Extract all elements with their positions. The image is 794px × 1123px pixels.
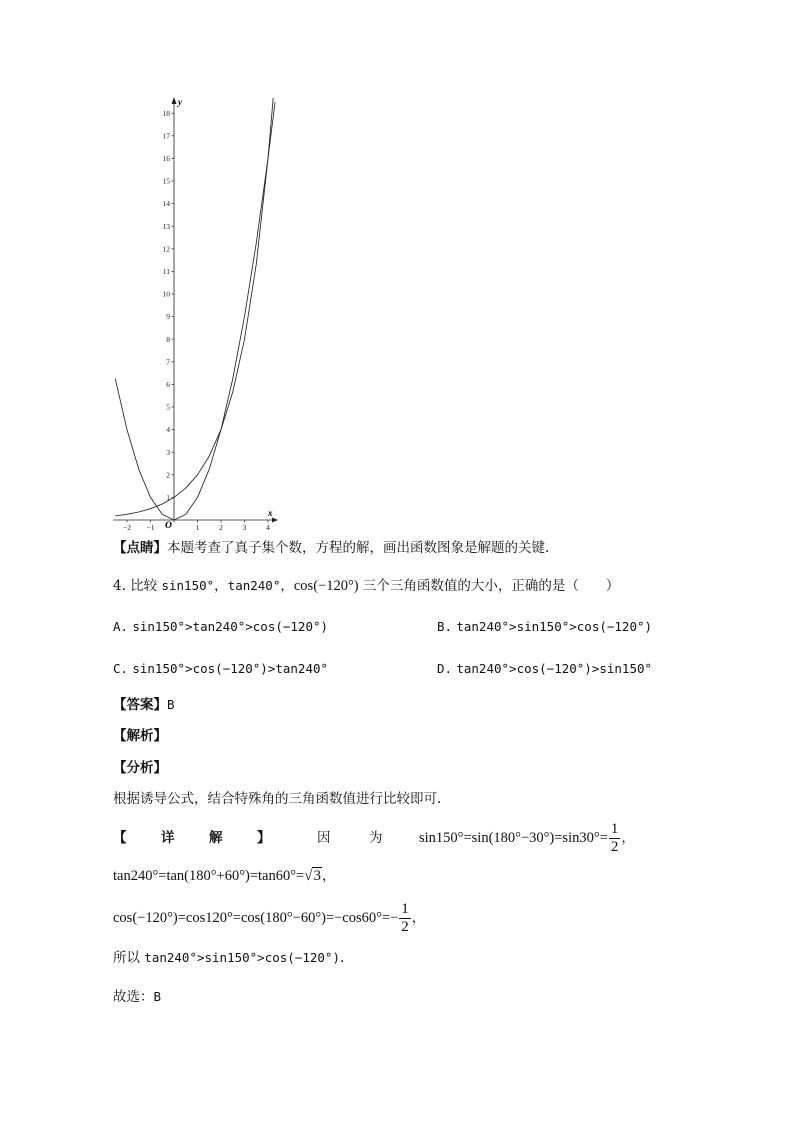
dianjing-text: 本题考查了真子集个数，方程的解，画出函数图象是解题的关键. [167,540,550,556]
option-b[interactable] [437,617,652,637]
y-tick-label: 4 [166,425,170,435]
detail-eq-3: cos(−120°)=cos120°=cos(180°−60°)=−cos60°=− [113,910,399,926]
jiexi-tag: 【解析】 [113,728,167,744]
y-tick-label: 16 [162,154,170,163]
question-expr-cos: cos(−120°) [293,578,359,594]
question-sep-2: ， [280,578,294,594]
dianjing-line [113,538,549,558]
question-sep-1: ， [214,578,228,594]
choose-line [113,987,161,1007]
y-axis-label: y [178,97,182,107]
choose-label: 故选： [113,989,154,1005]
answer-value: B [167,697,175,712]
option-a-letter: A. [113,619,129,634]
conclusion-end: . [339,950,345,966]
sqrt-radicand: 3 [313,868,321,884]
option-b-letter: B. [437,619,453,634]
x-axis-arrow [272,518,278,523]
detail-eq-1: sin150°=sin(180°−30°)=sin30°= [419,830,608,846]
sqrt-icon: √3 [304,868,321,884]
detail-tag-char-4: 】 [257,830,271,846]
answer-tag: 【答案】 [113,697,167,713]
curve-series-2 [115,102,275,520]
choose-value: B [153,989,162,1004]
answer-line [113,695,175,715]
detail-eq-1-end: ， [621,830,635,846]
option-d-text: tan240°>cos(−120°)>sin150° [456,661,653,676]
detail-line-2 [113,866,335,886]
question-4 [113,576,619,596]
y-tick-label: 13 [162,221,170,231]
conclusion-pre: 所以 [113,950,140,966]
detail-because-char-1: 因 [317,830,331,846]
question-number: 4. [113,578,126,594]
detail-eq-2-end: ， [321,868,336,884]
detail-eq-3-end: ， [411,910,426,926]
y-tick-label: 2 [166,470,170,480]
detail-eq-3-fraction [399,901,411,936]
question-post: 三个三角函数值的大小，正确的是（ ） [362,578,620,594]
x-tick-label: 1 [195,523,200,532]
option-a-text: sin150°>tan240°>cos(−120°) [132,619,329,634]
x-tick-label: −1 [146,523,155,532]
y-tick-label: 3 [166,447,170,457]
origin-label: O [165,521,172,531]
detail-because-char-2: 为 [369,830,383,846]
y-tick-label: 1 [166,493,170,502]
question-pre: 比较 [130,578,158,594]
option-b-text: tan240°>sin150°>cos(−120°) [456,619,653,634]
question-expr-sin: sin150° [161,578,215,593]
x-axis-label: x [268,508,273,518]
y-tick-label: 17 [162,131,170,141]
y-tick-label: 7 [166,357,170,367]
fraction-numerator: 1 [401,901,409,917]
option-c-text: sin150°>cos(−120°)>tan240° [132,661,329,676]
detail-tag-char-3: 解 [209,830,223,846]
y-tick-label: 12 [162,244,170,254]
detail-eq-2: tan240°=tan(180°+60°)=tan60°= [113,868,305,884]
question-expr-tan: tan240° [227,578,281,593]
conclusion-expr: tan240°>sin150°>cos(−120°) [144,950,340,965]
y-tick-label: 11 [162,267,170,276]
y-tick-label: 18 [162,108,170,118]
fraction-denominator: 2 [610,839,619,855]
x-tick-label: 3 [242,523,247,532]
y-tick-label: 5 [166,402,170,412]
y-tick-label: 14 [162,199,170,209]
option-c[interactable] [113,659,328,679]
x-tick-label: −2 [123,523,131,532]
fenxi-text: 根据诱导公式，结合特殊角的三角函数值进行比较即可. [113,791,442,807]
option-c-letter: C. [113,661,129,676]
option-a[interactable] [113,617,328,637]
x-tick-label: 2 [219,523,223,532]
conclusion-line [113,948,344,968]
dianjing-tag: 【点睛】 [113,540,167,556]
detail-line-3 [113,898,425,938]
detail-line-1 [113,820,635,856]
x-tick-label: 4 [266,523,270,532]
y-tick-label: 6 [166,380,170,389]
fraction-denominator: 2 [401,919,409,935]
option-d[interactable] [437,659,652,679]
fraction-numerator: 1 [610,821,619,837]
detail-eq-1-fraction [609,821,621,856]
function-graph [108,92,280,532]
y-tick-label: 10 [162,289,170,299]
option-d-letter: D. [437,661,453,676]
detail-tag-char-2: 详 [161,830,175,846]
detail-tag-char-1: 【 [113,830,127,846]
y-tick-label: 15 [162,176,170,186]
y-axis-arrow [172,97,177,104]
fenxi-tag: 【分析】 [113,760,167,776]
y-tick-label: 9 [166,312,170,322]
y-tick-label: 8 [166,334,170,344]
curve-series-1 [115,90,274,516]
